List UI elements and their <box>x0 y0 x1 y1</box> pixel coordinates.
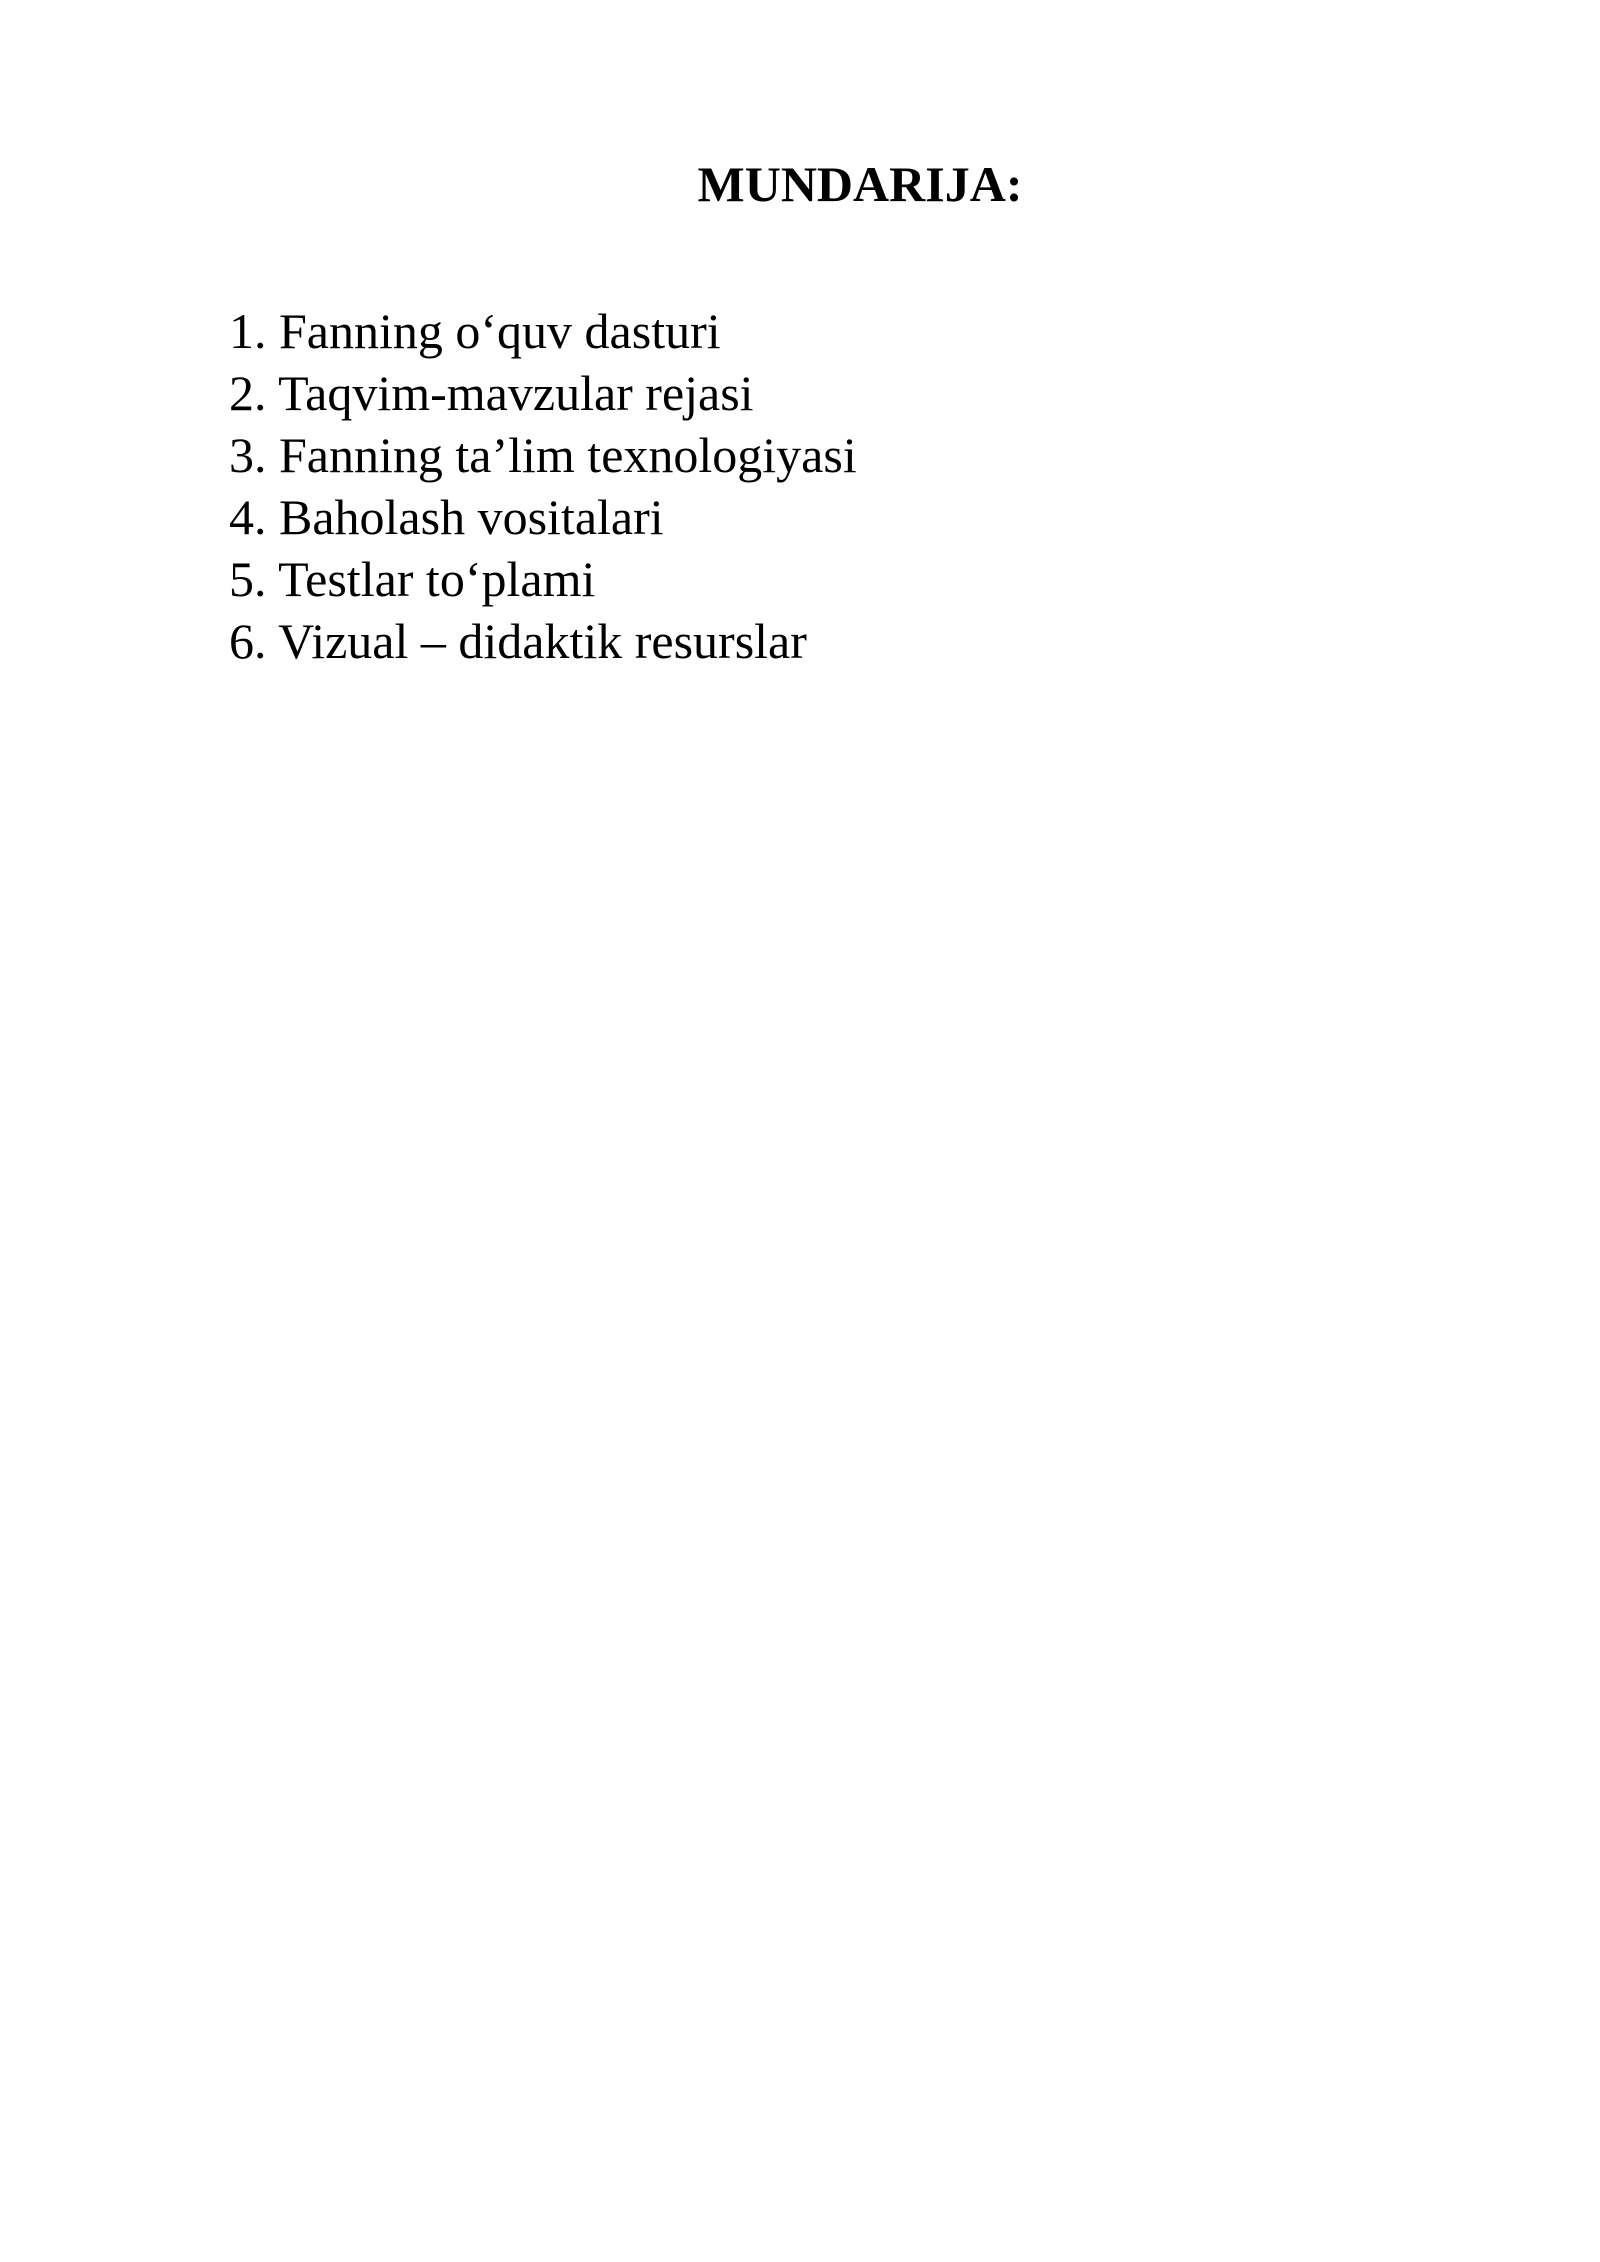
toc-item-text: Fanning ta’lim texnologiyasi <box>279 427 857 483</box>
toc-item-number: 2. <box>229 365 267 421</box>
toc-item-1 <box>229 300 857 362</box>
toc-item-2 <box>229 362 857 424</box>
toc-item-3 <box>229 424 857 486</box>
toc-item-number: 5. <box>229 551 267 607</box>
page-title: MUNDARIJA: <box>697 156 1023 212</box>
toc-item-4 <box>229 486 857 548</box>
toc-item-text: Testlar to‘plami <box>278 551 596 607</box>
toc-item-6 <box>229 610 857 672</box>
toc-item-number: 6. <box>229 613 267 669</box>
toc-item-number: 4. <box>229 489 267 545</box>
table-of-contents <box>229 300 857 672</box>
toc-item-text: Baholash vositalari <box>279 489 664 545</box>
toc-item-number: 3. <box>229 427 267 483</box>
toc-item-text: Taqvim-mavzular rejasi <box>278 365 754 421</box>
toc-item-text: Fanning o‘quv dasturi <box>279 303 721 359</box>
toc-item-text: Vizual – didaktik resurslar <box>278 613 807 669</box>
toc-item-5 <box>229 548 857 610</box>
toc-item-number: 1. <box>229 303 267 359</box>
